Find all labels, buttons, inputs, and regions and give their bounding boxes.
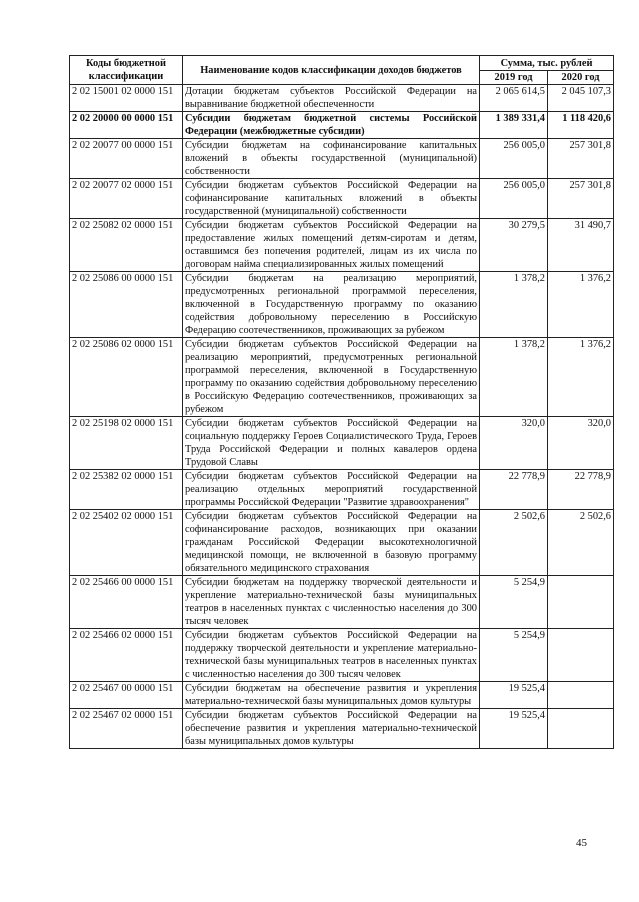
cell-2020: 1 376,2: [548, 338, 614, 417]
cell-code: 2 02 20077 00 0000 151: [70, 139, 183, 179]
cell-2019: 22 778,9: [480, 470, 548, 510]
cell-code: 2 02 25467 02 0000 151: [70, 709, 183, 749]
header-code: Коды бюджетной классификации: [70, 56, 183, 85]
cell-name: Субсидии бюджетам субъектов Российской Федерации на софинансирование расходов, возникающих при оказании гражданам Российской Федерации высокотехнологичной медицинской помощи, не включенной в базовую программу обязательного медицинского страхования: [183, 510, 480, 576]
table-row: [70, 709, 614, 749]
table-row: [70, 576, 614, 629]
cell-code: 2 02 25086 02 0000 151: [70, 338, 183, 417]
cell-2019: 19 525,4: [480, 682, 548, 709]
cell-2020: 31 490,7: [548, 219, 614, 272]
cell-code: 2 02 25466 00 0000 151: [70, 576, 183, 629]
cell-2020: [548, 576, 614, 629]
cell-2020: 257 301,8: [548, 179, 614, 219]
header-year-2020: 2020 год: [548, 71, 614, 85]
cell-name: Субсидии бюджетам на поддержку творческой деятельности и укрепление материально-технической базы муниципальных театров в населенных пунктах с численностью населения до 300 тысяч человек: [183, 576, 480, 629]
cell-name: Дотации бюджетам субъектов Российской Федерации на выравнивание бюджетной обеспеченности: [183, 85, 480, 112]
cell-name: Субсидии бюджетам субъектов Российской Федерации на обеспечение развития и укрепления материально-технической базы муниципальных домов культуры: [183, 709, 480, 749]
cell-2020: 2 045 107,3: [548, 85, 614, 112]
cell-name: Субсидии бюджетам субъектов Российской Федерации на реализацию отдельных мероприятий государственной программы Российской Федерации "Развитие здравоохранения": [183, 470, 480, 510]
cell-name: Субсидии бюджетам субъектов Российской Федерации на реализацию мероприятий, предусмотренных региональной программой переселения, включенной в Государственную программу по оказанию содействия добровольному переселению в Российскую Федерацию соотечественников, проживающих за рубежом: [183, 338, 480, 417]
cell-code: 2 02 20000 00 0000 151: [70, 112, 183, 139]
cell-2020: 22 778,9: [548, 470, 614, 510]
table-row: [70, 272, 614, 338]
cell-name: Субсидии бюджетам субъектов Российской Федерации на поддержку творческой деятельности и укрепление материально-технической базы муниципальных театров в населенных пунктах с численностью населения до 300 тысяч человек: [183, 629, 480, 682]
cell-2020: 257 301,8: [548, 139, 614, 179]
table-row: [70, 510, 614, 576]
cell-name: Субсидии бюджетам на софинансирование капитальных вложений в объекты государственной (муниципальной) собственности: [183, 139, 480, 179]
header-sum: Сумма, тыс. рублей: [480, 56, 614, 71]
cell-code: 2 02 25198 02 0000 151: [70, 417, 183, 470]
cell-code: 2 02 20077 02 0000 151: [70, 179, 183, 219]
table-row: [70, 338, 614, 417]
cell-code: 2 02 25466 02 0000 151: [70, 629, 183, 682]
table-row: [70, 629, 614, 682]
cell-name: Субсидии бюджетам на реализацию мероприятий, предусмотренных региональной программой переселения, включенной в Государственную программу по оказанию содействия добровольному переселению в Российскую Федерацию соотечественников, проживающих за рубежом: [183, 272, 480, 338]
cell-2019: 320,0: [480, 417, 548, 470]
cell-code: 2 02 15001 02 0000 151: [70, 85, 183, 112]
cell-2020: [548, 629, 614, 682]
cell-2019: 2 065 614,5: [480, 85, 548, 112]
cell-name: Субсидии бюджетам субъектов Российской Федерации на предоставление жилых помещений детям-сиротам и детям, оставшимся без попечения родителей, лицам из их числа по договорам найма специализированных жилых помещений: [183, 219, 480, 272]
budget-table: [69, 55, 614, 749]
cell-code: 2 02 25082 02 0000 151: [70, 219, 183, 272]
cell-2019: 256 005,0: [480, 179, 548, 219]
table-row: [70, 219, 614, 272]
page-number: 45: [576, 837, 587, 849]
table-row: [70, 470, 614, 510]
cell-name: Субсидии бюджетам бюджетной системы Российской Федерации (межбюджетные субсидии): [183, 112, 480, 139]
table-row: [70, 139, 614, 179]
table-row: [70, 85, 614, 112]
cell-code: 2 02 25086 00 0000 151: [70, 272, 183, 338]
cell-2019: 256 005,0: [480, 139, 548, 179]
cell-name: Субсидии бюджетам на обеспечение развития и укрепления материально-технической базы муниципальных домов культуры: [183, 682, 480, 709]
table-row: [70, 179, 614, 219]
header-year-2019: 2019 год: [480, 71, 548, 85]
cell-2019: 1 378,2: [480, 338, 548, 417]
cell-name: Субсидии бюджетам субъектов Российской Федерации на социальную поддержку Героев Социалистического Труда, Героев Труда Российской Федерации и полных кавалеров ордена Трудовой Славы: [183, 417, 480, 470]
cell-2019: 5 254,9: [480, 629, 548, 682]
cell-2019: 2 502,6: [480, 510, 548, 576]
cell-2020: 2 502,6: [548, 510, 614, 576]
cell-code: 2 02 25402 02 0000 151: [70, 510, 183, 576]
cell-2019: 19 525,4: [480, 709, 548, 749]
cell-code: 2 02 25467 00 0000 151: [70, 682, 183, 709]
cell-2020: [548, 709, 614, 749]
cell-2019: 1 389 331,4: [480, 112, 548, 139]
cell-2019: 1 378,2: [480, 272, 548, 338]
cell-code: 2 02 25382 02 0000 151: [70, 470, 183, 510]
cell-2020: 1 118 420,6: [548, 112, 614, 139]
table-row: [70, 417, 614, 470]
cell-2019: 30 279,5: [480, 219, 548, 272]
cell-2019: 5 254,9: [480, 576, 548, 629]
table-row: [70, 682, 614, 709]
cell-2020: [548, 682, 614, 709]
cell-2020: 1 376,2: [548, 272, 614, 338]
cell-name: Субсидии бюджетам субъектов Российской Федерации на софинансирование капитальных вложений в объекты государственной (муниципальной) собственности: [183, 179, 480, 219]
table-row: [70, 112, 614, 139]
header-name: Наименование кодов классификации доходов бюджетов: [183, 56, 480, 85]
cell-2020: 320,0: [548, 417, 614, 470]
